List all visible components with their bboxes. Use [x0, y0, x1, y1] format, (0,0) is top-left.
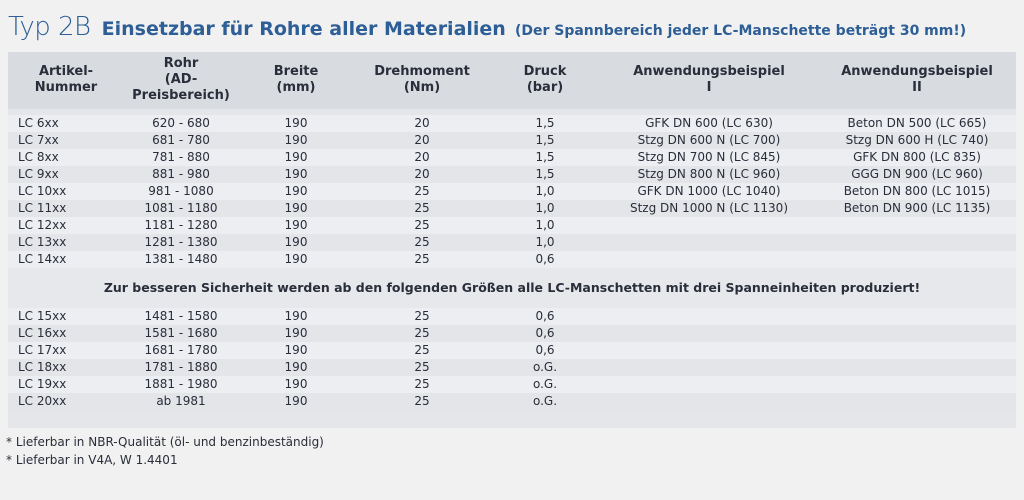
table-cell: 190 — [238, 308, 354, 325]
table-cell — [600, 342, 818, 359]
table-cell: 681 - 780 — [124, 132, 238, 149]
table-cell: Stzg DN 700 N (LC 845) — [600, 149, 818, 166]
table-cell: 25 — [354, 393, 490, 410]
table-cell: 25 — [354, 183, 490, 200]
table-cell: GGG DN 900 (LC 960) — [818, 166, 1016, 183]
table-cell: 1381 - 1480 — [124, 251, 238, 268]
table-row — [8, 342, 1016, 359]
table-cell: LC 15xx — [8, 308, 124, 325]
column-header — [818, 52, 1016, 109]
table-cell: GFK DN 600 (LC 630) — [600, 115, 818, 132]
table-cell — [818, 359, 1016, 376]
table-cell: 1,5 — [490, 149, 600, 166]
table-row — [8, 308, 1016, 325]
table-cell: GFK DN 800 (LC 835) — [818, 149, 1016, 166]
title-subtitle: (Der Spannbereich jeder LC-Manschette beträgt 30 mm!) — [514, 23, 967, 39]
table-cell: LC 9xx — [8, 166, 124, 183]
table-cell: 20 — [354, 166, 490, 183]
table-cell: 0,6 — [490, 251, 600, 268]
table-cell — [600, 359, 818, 376]
table-cell: 25 — [354, 200, 490, 217]
table-cell: 190 — [238, 166, 354, 183]
table-cell: 190 — [238, 217, 354, 234]
table-cell — [600, 376, 818, 393]
table-cell — [600, 325, 818, 342]
table-row — [8, 376, 1016, 393]
table-cell: LC 19xx — [8, 376, 124, 393]
column-header — [600, 52, 818, 109]
column-header-line2: (mm) — [276, 80, 316, 95]
table-cell: 1081 - 1180 — [124, 200, 238, 217]
column-header — [124, 52, 238, 109]
table-cell: Stzg DN 800 N (LC 960) — [600, 166, 818, 183]
footnote-nbr: * Lieferbar in NBR-Qualität (öl- und benzinbeständig) — [6, 435, 324, 449]
table-cell — [818, 393, 1016, 410]
table-row — [8, 166, 1016, 183]
table-cell: 25 — [354, 325, 490, 342]
column-header-line1: Anwendungsbeispiel — [841, 64, 993, 79]
table-row — [8, 234, 1016, 251]
table-body — [8, 109, 1016, 410]
table-cell — [818, 376, 1016, 393]
product-table-container — [8, 52, 1016, 428]
table-cell: 1,0 — [490, 200, 600, 217]
table-row — [8, 115, 1016, 132]
header-row — [8, 52, 1016, 109]
table-cell: 1,0 — [490, 183, 600, 200]
table-cell: 190 — [238, 325, 354, 342]
table-cell: LC 16xx — [8, 325, 124, 342]
table-cell: Beton DN 500 (LC 665) — [818, 115, 1016, 132]
table-cell: 881 - 980 — [124, 166, 238, 183]
column-header-line1: Drehmoment — [374, 64, 470, 79]
table-cell: 1281 - 1380 — [124, 234, 238, 251]
table-cell: 190 — [238, 393, 354, 410]
column-header-line1: Artikel- — [38, 64, 94, 79]
table-cell: 20 — [354, 132, 490, 149]
table-cell — [818, 234, 1016, 251]
column-header-line2: (bar) — [526, 80, 564, 95]
table-cell: 25 — [354, 251, 490, 268]
table-cell: 0,6 — [490, 308, 600, 325]
table-row — [8, 325, 1016, 342]
table-cell: LC 20xx — [8, 393, 124, 410]
table-cell: GFK DN 1000 (LC 1040) — [600, 183, 818, 200]
column-header-line2: (Nm) — [403, 80, 441, 95]
table-cell: 1481 - 1580 — [124, 308, 238, 325]
table-cell — [600, 217, 818, 234]
table-cell: LC 18xx — [8, 359, 124, 376]
table-cell: 190 — [238, 115, 354, 132]
table-row — [8, 132, 1016, 149]
table-cell: 20 — [354, 149, 490, 166]
table-cell — [600, 393, 818, 410]
table-cell: o.G. — [490, 393, 600, 410]
table-cell: 190 — [238, 183, 354, 200]
notice-text: Zur besseren Sicherheit werden ab den folgenden Größen alle LC-Manschetten mit drei Spanneinheiten produziert! — [8, 268, 1016, 308]
table-cell: 190 — [238, 200, 354, 217]
table-cell: 781 - 880 — [124, 149, 238, 166]
table-cell: Stzg DN 600 N (LC 700) — [600, 132, 818, 149]
table-cell: 1,5 — [490, 166, 600, 183]
table-header — [8, 52, 1016, 109]
footnotes — [6, 433, 606, 469]
table-cell: 1681 - 1780 — [124, 342, 238, 359]
footnote-v4a: * Lieferbar in V4A, W 1.4401 — [6, 453, 178, 467]
table-cell — [600, 308, 818, 325]
table-cell: 190 — [238, 251, 354, 268]
table-cell: 0,6 — [490, 325, 600, 342]
table-cell: 981 - 1080 — [124, 183, 238, 200]
table-row — [8, 359, 1016, 376]
table-cell: Beton DN 800 (LC 1015) — [818, 183, 1016, 200]
table-cell — [600, 234, 818, 251]
table-row — [8, 200, 1016, 217]
table-cell — [818, 217, 1016, 234]
table-cell: Stzg DN 1000 N (LC 1130) — [600, 200, 818, 217]
table-cell: Beton DN 900 (LC 1135) — [818, 200, 1016, 217]
column-header-line1: Druck — [523, 64, 567, 79]
table-cell: LC 13xx — [8, 234, 124, 251]
column-header-line1: Rohr — [163, 56, 199, 71]
table-cell: 25 — [354, 342, 490, 359]
table-cell: 25 — [354, 359, 490, 376]
table-cell: 20 — [354, 115, 490, 132]
table-cell: 25 — [354, 217, 490, 234]
table-cell — [818, 251, 1016, 268]
table-cell: 1781 - 1880 — [124, 359, 238, 376]
table-cell: ab 1981 — [124, 393, 238, 410]
table-cell: 1,0 — [490, 234, 600, 251]
column-header — [354, 52, 490, 109]
table-cell: LC 8xx — [8, 149, 124, 166]
table-cell: 190 — [238, 342, 354, 359]
column-header — [238, 52, 354, 109]
type-label: Typ 2B — [8, 12, 91, 42]
table-cell: LC 6xx — [8, 115, 124, 132]
table-row — [8, 149, 1016, 166]
product-table — [8, 52, 1016, 410]
notice-row — [8, 268, 1016, 308]
column-header — [490, 52, 600, 109]
column-header — [8, 52, 124, 109]
table-row — [8, 183, 1016, 200]
table-cell: 1,5 — [490, 132, 600, 149]
table-row — [8, 393, 1016, 410]
column-header-line2: I — [706, 80, 712, 95]
column-header-line2: II — [912, 80, 922, 95]
table-cell: 190 — [238, 132, 354, 149]
table-row — [8, 217, 1016, 234]
table-cell: 620 - 680 — [124, 115, 238, 132]
table-cell: 1881 - 1980 — [124, 376, 238, 393]
table-cell: o.G. — [490, 376, 600, 393]
page-title — [8, 8, 1018, 46]
table-cell — [818, 308, 1016, 325]
table-cell: o.G. — [490, 359, 600, 376]
column-header-line2: Nummer — [34, 80, 98, 95]
table-cell: 190 — [238, 376, 354, 393]
table-cell: 0,6 — [490, 342, 600, 359]
table-cell: 1,0 — [490, 217, 600, 234]
table-cell: Stzg DN 600 H (LC 740) — [818, 132, 1016, 149]
table-cell: LC 12xx — [8, 217, 124, 234]
table-cell: LC 14xx — [8, 251, 124, 268]
table-cell: LC 10xx — [8, 183, 124, 200]
column-header-line1: Anwendungsbeispiel — [633, 64, 785, 79]
table-cell: 1181 - 1280 — [124, 217, 238, 234]
table-cell: 1581 - 1680 — [124, 325, 238, 342]
table-cell: 190 — [238, 234, 354, 251]
table-cell: 1,5 — [490, 115, 600, 132]
table-row — [8, 251, 1016, 268]
table-cell — [600, 251, 818, 268]
table-cell: 25 — [354, 376, 490, 393]
table-cell: LC 11xx — [8, 200, 124, 217]
table-cell — [818, 325, 1016, 342]
column-header-line1: Breite — [273, 64, 319, 79]
table-cell: LC 7xx — [8, 132, 124, 149]
table-cell: 190 — [238, 359, 354, 376]
table-cell: LC 17xx — [8, 342, 124, 359]
table-cell: 25 — [354, 308, 490, 325]
table-cell: 190 — [238, 149, 354, 166]
table-cell — [818, 342, 1016, 359]
title-main: Einsetzbar für Rohre aller Materialien — [101, 18, 506, 40]
column-header-line2: (AD-Preisbereich) — [132, 72, 230, 103]
table-cell: 25 — [354, 234, 490, 251]
